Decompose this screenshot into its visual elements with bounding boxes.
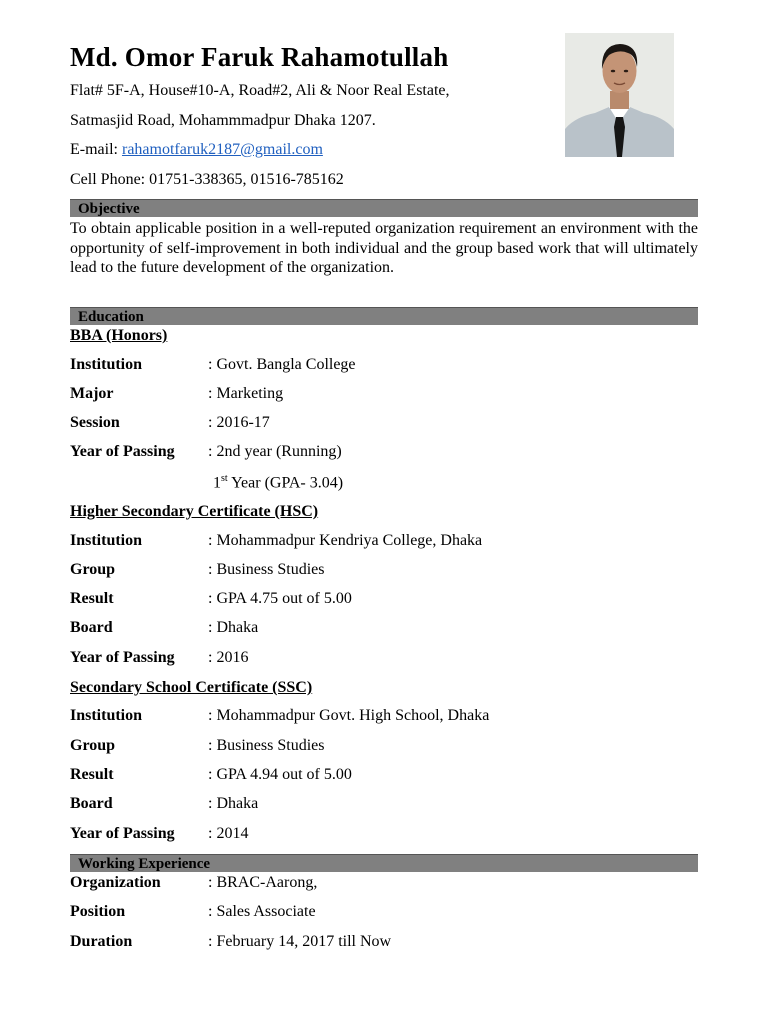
bba-institution-row xyxy=(70,356,698,378)
field-value: : 2016-17 xyxy=(208,414,270,431)
field-label: Result xyxy=(70,590,114,607)
objective-header: Objective xyxy=(70,199,698,217)
candidate-name: Md. Omor Faruk Rahamotullah xyxy=(70,42,449,72)
field-value: : GPA 4.94 out of 5.00 xyxy=(208,766,352,783)
field-value: : Business Studies xyxy=(208,737,325,754)
experience-position-row xyxy=(70,903,698,925)
bba-heading: BBA (Honors) xyxy=(70,327,168,344)
ordinal-number: 1 xyxy=(213,474,221,492)
field-value: : Sales Associate xyxy=(208,903,316,920)
field-label: Institution xyxy=(70,356,143,373)
objective-text: To obtain applicable position in a well-reputed organization requirement an environment with the opportunity of self-improvement in both individual and the group based work that will ultimately lead to the future development of the organization. xyxy=(70,220,698,277)
email-link[interactable]: rahamotfaruk2187@gmail.com xyxy=(121,141,323,158)
hsc-heading: Higher Secondary Certificate (HSC) xyxy=(70,503,319,520)
email-label: E-mail: xyxy=(70,141,122,158)
field-label: Organization xyxy=(70,874,161,891)
field-value: : Dhaka xyxy=(208,795,259,812)
experience-duration-row xyxy=(70,933,698,955)
ssc-heading: Secondary School Certificate (SSC) xyxy=(70,679,313,696)
field-value: : 2016 xyxy=(208,649,249,666)
field-label: Year of Passing xyxy=(70,825,175,842)
bba-session-row xyxy=(70,414,698,436)
field-label: Group xyxy=(70,737,116,754)
hsc-board-row xyxy=(70,619,698,641)
ssc-group-row xyxy=(70,737,698,759)
field-label: Year of Passing xyxy=(70,649,175,666)
phone-line: Cell Phone: 01751-338365, 01516-785162 xyxy=(70,171,344,188)
field-label: Position xyxy=(70,903,126,920)
hsc-institution-row xyxy=(70,532,698,554)
ordinal-suffix: st xyxy=(221,473,228,484)
ssc-year-row xyxy=(70,825,698,847)
field-label: Result xyxy=(70,766,114,783)
field-label: Major xyxy=(70,385,114,402)
field-value: : BRAC-Aarong, xyxy=(208,874,318,891)
field-label: Institution xyxy=(70,532,143,549)
ssc-board-row xyxy=(70,795,698,817)
field-label: Year of Passing xyxy=(70,443,175,460)
field-value: : Mohammadpur Govt. High School, Dhaka xyxy=(208,707,490,724)
field-value: : February 14, 2017 till Now xyxy=(208,933,392,950)
field-label: Group xyxy=(70,561,116,578)
hsc-result-row xyxy=(70,590,698,612)
field-value: : Marketing xyxy=(208,385,284,402)
field-label: Board xyxy=(70,795,113,812)
hsc-group-row xyxy=(70,561,698,583)
field-value: : GPA 4.75 out of 5.00 xyxy=(208,590,352,607)
education-header: Education xyxy=(70,307,698,325)
field-label: Session xyxy=(70,414,120,431)
bba-major-row xyxy=(70,385,698,407)
ssc-result-row xyxy=(70,766,698,788)
address-line-2: Satmasjid Road, Mohammmadpur Dhaka 1207. xyxy=(70,112,376,129)
ssc-institution-row xyxy=(70,707,698,729)
field-value: : Mohammadpur Kendriya College, Dhaka xyxy=(208,532,483,549)
field-label: Duration xyxy=(70,933,133,950)
address-line-1: Flat# 5F-A, House#10-A, Road#2, Ali & Noor Real Estate, xyxy=(70,82,450,99)
field-label: Board xyxy=(70,619,113,636)
profile-photo xyxy=(565,33,674,157)
bba-year-row xyxy=(70,443,698,465)
experience-header: Working Experience xyxy=(70,854,698,872)
first-year-text: Year (GPA- 3.04) xyxy=(227,474,344,492)
field-value: : Dhaka xyxy=(208,619,259,636)
field-value: : Business Studies xyxy=(208,561,325,578)
field-value: : Govt. Bangla College xyxy=(208,356,356,373)
bba-first-year-gpa xyxy=(213,473,343,492)
profile-photo-illustration xyxy=(565,33,674,157)
hsc-year-row xyxy=(70,649,698,671)
experience-organization-row xyxy=(70,874,698,896)
field-value: : 2014 xyxy=(208,825,249,842)
field-label: Institution xyxy=(70,707,143,724)
field-value: : 2nd year (Running) xyxy=(208,443,342,460)
email-line xyxy=(70,141,323,159)
